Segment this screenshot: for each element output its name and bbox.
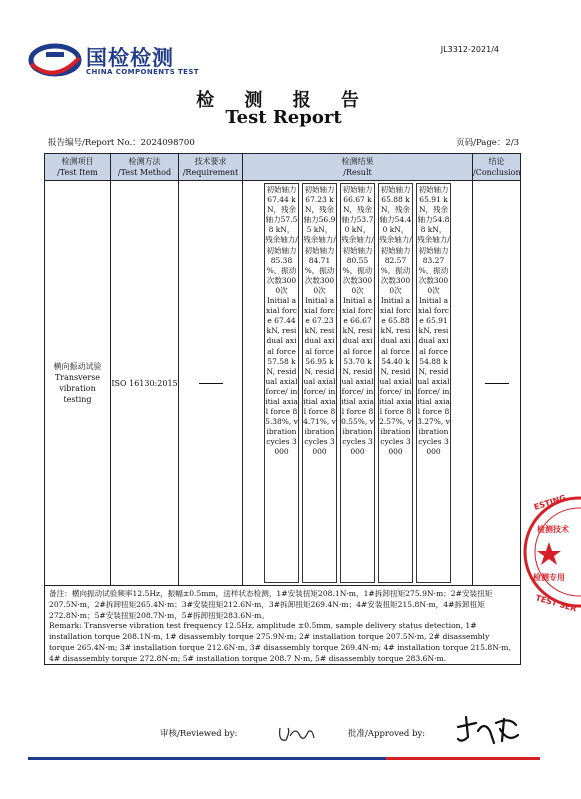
header-cn: 结论: [488, 157, 505, 166]
svg-text:ESTING: ESTING: [532, 493, 567, 512]
result-en: Initial axial force 65.88 kN, residual axial force 54.40 kN, residual axial force/ initial axial force 82.57%, vibration cycles 3000: [379, 296, 412, 457]
cell-test-item: [45, 181, 111, 585]
conclusion-dash: [485, 383, 509, 384]
remark-en: Remark: Transverse vibration test frequency 12.5Hz, amplitude ±0.5mm, sample delivery status detection, 1# installation torque 208.1N·m, 1# disassembly torque 275.9N·m; 2# installation torque 207.5N·m, 2# disassembly torque 265.4N·m; 3# installation torque 212.6N·m, 3# disassembly torque 269.4N·m; 4# installation torque 215.8N·m, 4# disassembly torque 272.8N·m; 5# installation torque 208.7 N·m, 5# disassembly torque 283.6N·m.: [49, 621, 511, 663]
approved-by-label: 批准/Approved by:: [348, 729, 426, 739]
reviewer-signature-icon: [276, 722, 318, 746]
result-en: Initial axial force 67.23 kN, residual axial force 56.95 kN, residual axial force/ initial axial force 84.71%, vibration cycles 3000: [303, 296, 336, 457]
result-en: Initial axial force 65.91 kN, residual axial force 54.88 kN, residual axial force/ initial axial force 83.27%, vibration cycles 3000: [417, 296, 450, 457]
header-cn: 检测项目: [61, 157, 94, 166]
testing-seal-icon: [521, 492, 581, 612]
stripe-red: [386, 757, 540, 760]
result-sample-5: [416, 183, 451, 583]
result-columns: [264, 181, 451, 585]
test-item-en: testing: [63, 395, 92, 404]
cell-requirement: [179, 181, 243, 585]
result-sample-3: [340, 183, 375, 583]
document-code: JL3312-2021/4: [440, 45, 499, 54]
remark-section: [45, 586, 520, 664]
table-header-row: [45, 154, 520, 181]
svg-text:TEST SER: TEST SER: [534, 593, 578, 614]
result-en: Initial axial force 67.44 kN, residual axial force 57.58 kN, residual axial force/ initial axial force 85.38%, vibration cycles 3000: [265, 296, 298, 457]
report-title-en: Test Report: [225, 107, 342, 128]
result-en: Initial axial force 66.67 kN, residual axial force 53.70 kN, residual axial force/ initial axial force 80.55%, vibration cycles 3000: [341, 296, 374, 457]
cell-result: [243, 181, 473, 585]
header-en: /Result: [343, 168, 372, 177]
table-row: [45, 181, 520, 586]
header-test-item: [45, 154, 111, 180]
result-sample-2: [302, 183, 337, 583]
approver-signature-icon: [454, 713, 522, 749]
logo-cn-text: 国检检测: [86, 46, 174, 70]
test-item-en: vibration: [59, 384, 96, 393]
header-en: /Test Item: [57, 168, 98, 177]
result-cn: 初始轴力67.44 kN，残余轴力57.58 kN，残余轴力/初始轴力85.38 %，振动次数3000次: [265, 185, 298, 295]
svg-text:检测专用: 检测专用: [533, 573, 565, 582]
report-title-cn: 检 测 报 告: [196, 90, 371, 111]
header-requirement: [179, 154, 243, 180]
header-test-method: [111, 154, 179, 180]
result-cn: 初始轴力67.23 kN，残余轴力56.95 kN，残余轴力/初始轴力84.71 %，振动次数3000次: [303, 185, 336, 295]
test-method: ISO 16130:2015: [111, 378, 178, 388]
header-cn: 检测结果: [341, 157, 374, 166]
company-logo: [28, 40, 238, 80]
header-cn: 检测方法: [128, 157, 161, 166]
cell-test-method: [111, 181, 179, 585]
header-en: /Conclusion: [473, 168, 521, 177]
svg-text:检测技术: 检测技术: [537, 525, 569, 534]
logo-mark-icon: [28, 40, 82, 80]
header-result: [243, 154, 473, 180]
header-conclusion: [473, 154, 520, 180]
remark-cn: 备注：横向振动试验频率12.5Hz，振幅±0.5mm，送样状态检测，1#安装扭矩208.1N·m，1#拆卸扭矩275.9N·m；2#安装扭矩207.5N·m，2#拆卸扭矩265.4N·m；3#安装扭矩212.6N·m，3#拆卸扭矩269.4N·m；4#安装扭矩215.8N·m，4#拆卸扭矩272.8N·m；5#安装扭矩208.7N·m，5#拆卸扭矩283.6N·m。: [49, 589, 493, 620]
header-en: /Test Method: [117, 168, 172, 177]
reviewed-by-label: 审核/Reviewed by:: [160, 729, 238, 739]
header-cn: 技术要求: [194, 157, 227, 166]
footer-stripe: [28, 757, 540, 760]
test-item-en: Transverse: [54, 373, 101, 382]
logo-en-text: CHINA COMPONENTS TEST: [86, 68, 199, 76]
results-table: [44, 153, 521, 665]
page-number: 页码/Page：2/3: [456, 138, 519, 148]
test-item-cn: 横向振动试验: [53, 362, 102, 371]
cell-conclusion: [473, 181, 520, 585]
header-en: /Requirement: [182, 168, 239, 177]
report-number: 报告编号/Report No.：2024098700: [48, 138, 195, 148]
result-cn: 初始轴力65.88 kN，残余轴力54.40 kN，残余轴力/初始轴力82.57 %，振动次数3000次: [379, 185, 412, 295]
result-sample-4: [378, 183, 413, 583]
requirement-dash: [199, 383, 223, 384]
stripe-blue: [28, 757, 386, 760]
result-cn: 初始轴力65.91 kN，残余轴力54.88 kN，残余轴力/初始轴力83.27 %，振动次数3000次: [417, 185, 450, 295]
result-sample-1: [264, 183, 299, 583]
result-cn: 初始轴力66.67 kN，残余轴力53.70 kN，残余轴力/初始轴力80.55 %，振动次数3000次: [341, 185, 374, 295]
